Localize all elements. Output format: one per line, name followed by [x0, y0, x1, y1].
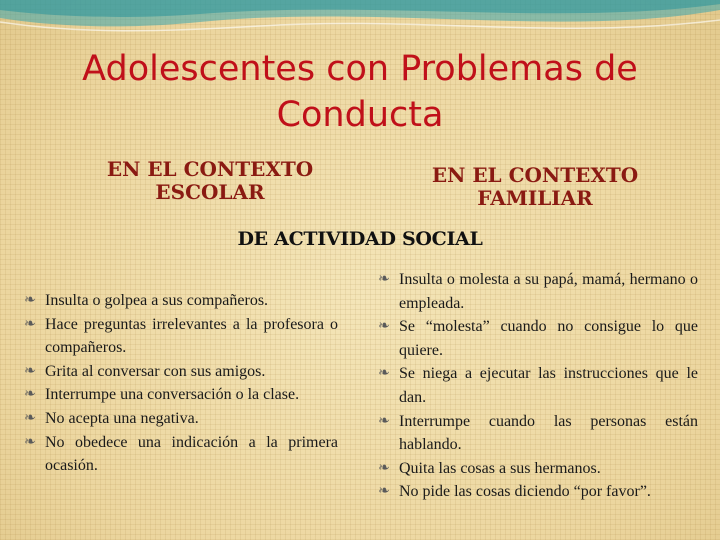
list-item-text: Insulta o golpea a sus compañeros. — [45, 292, 269, 309]
leaf-bullet-icon: ❧ — [378, 318, 390, 335]
list-item — [22, 313, 338, 360]
leaf-bullet-icon: ❧ — [24, 315, 36, 332]
leaf-bullet-icon: ❧ — [24, 292, 36, 308]
slide-title: Adolescentes con Problemas de Conducta — [82, 49, 638, 135]
leaf-bullet-icon: ❧ — [378, 459, 390, 476]
list-item-text: No pide las cosas diciendo “por favor”. — [399, 483, 651, 501]
leaf-bullet-icon: ❧ — [24, 409, 36, 426]
list-item-text: Quita las cosas a sus hermanos. — [399, 459, 601, 477]
leaf-bullet-icon: ❧ — [378, 271, 390, 287]
list-item — [376, 457, 698, 481]
leaf-bullet-icon: ❧ — [378, 365, 390, 382]
list-item — [376, 362, 698, 409]
list-item-text: Insulta o molesta a su papá, mamá, hermano o empleada. — [399, 271, 698, 312]
leaf-bullet-icon: ❧ — [24, 386, 36, 403]
list-item-text: Se “molesta” cuando no consigue lo que quiere. — [399, 318, 698, 359]
list-item — [376, 480, 698, 504]
list-item — [376, 268, 698, 315]
list-item — [22, 289, 338, 313]
leaf-bullet-icon: ❧ — [378, 412, 390, 429]
leaf-bullet-icon: ❧ — [378, 483, 390, 500]
list-item-text: Interrumpe una conversación o la clase. — [45, 386, 300, 404]
list-item-text: No acepta una negativa. — [45, 409, 199, 427]
list-item-text: Se niega a ejecutar las instrucciones que le dan. — [399, 365, 698, 406]
list-item-text: Grita al conversar con sus amigos. — [45, 362, 266, 380]
heading-actividad-social: DE ACTIVIDAD SOCIAL — [237, 228, 483, 250]
list-contexto-escolar — [22, 289, 338, 478]
list-item-text: Interrumpe cuando las personas están hablando. — [399, 412, 698, 454]
leaf-bullet-icon: ❧ — [24, 433, 36, 450]
list-item — [22, 383, 338, 407]
list-contexto-familiar — [376, 268, 698, 504]
list-item — [376, 315, 698, 362]
list-item — [22, 407, 338, 431]
list-item — [22, 360, 338, 384]
list-item-text: No obedece una indicación a la primera ocasión. — [45, 433, 338, 475]
list-item — [22, 431, 338, 478]
list-item-text: Hace preguntas irrelevantes a la profesora o compañeros. — [45, 315, 338, 357]
list-item — [376, 410, 698, 457]
heading-contexto-escolar: EN EL CONTEXTO ESCOLAR — [106, 157, 314, 204]
leaf-bullet-icon: ❧ — [24, 362, 36, 379]
heading-contexto-familiar: EN EL CONTEXTO FAMILIAR — [431, 163, 639, 210]
